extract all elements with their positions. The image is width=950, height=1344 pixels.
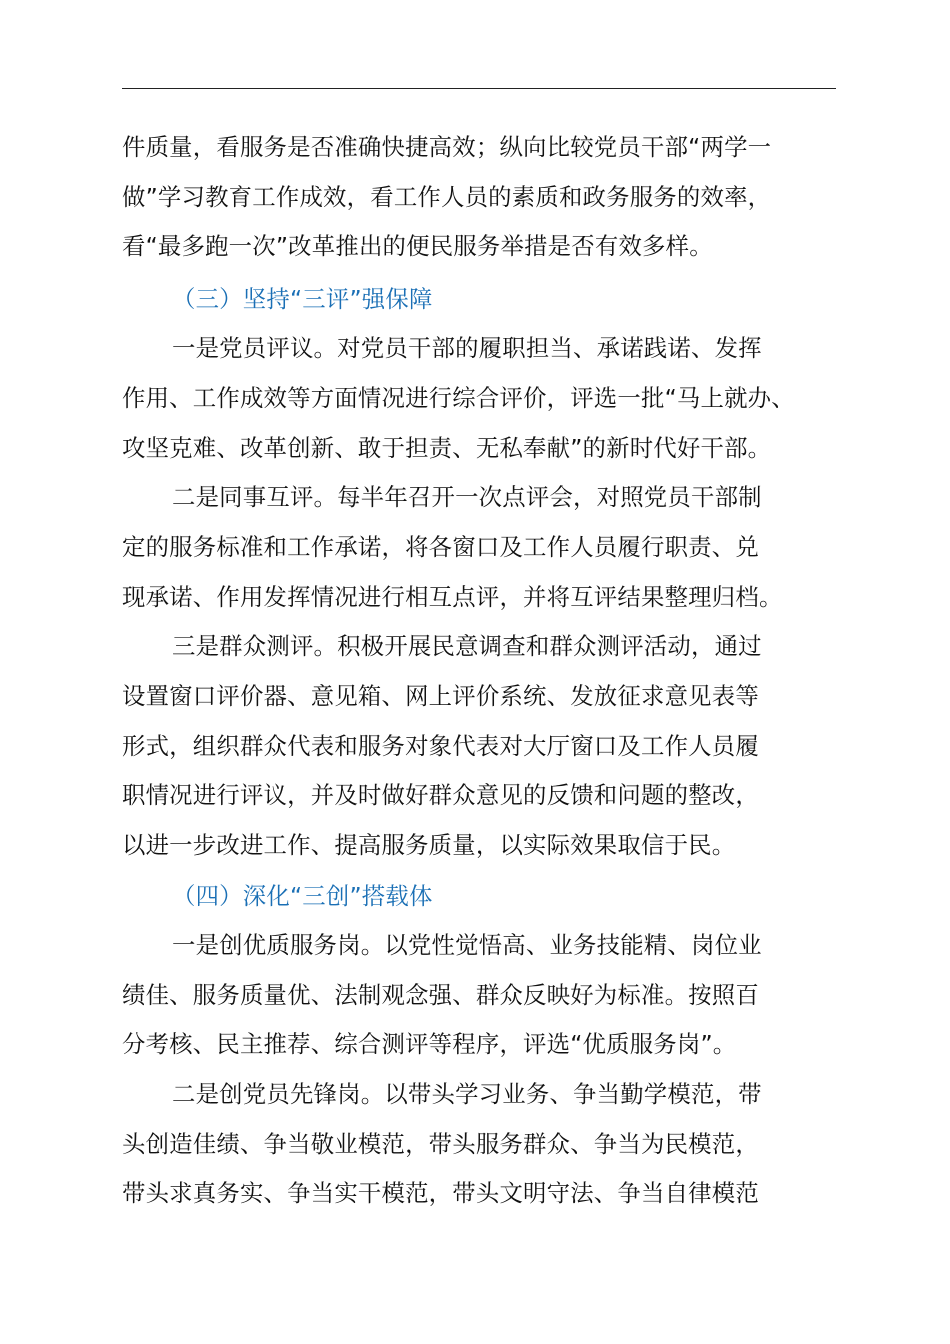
paragraph-line: 一是创优质服务岗。以党性觉悟高、业务技能精、岗位业 [172,931,762,959]
paragraph-line: 以进一步改进工作、提高服务质量，以实际效果取信于民。 [122,831,736,859]
paragraph-line: 职情况进行评议，并及时做好群众意见的反馈和问题的整改， [122,781,759,809]
section-heading-three-creations: （四）深化“三创”搭载体 [172,882,433,910]
header-rule [122,88,836,89]
paragraph-line: 形式，组织群众代表和服务对象代表对大厅窗口及工作人员履 [122,732,759,760]
paragraph-line: 定的服务标准和工作承诺，将各窗口及工作人员履行职责、兑 [122,533,759,561]
paragraph-line: 二是同事互评。每半年召开一次点评会，对照党员干部制 [172,483,762,511]
paragraph-line: 件质量，看服务是否准确快捷高效；纵向比较党员干部“两学一 [122,133,772,161]
paragraph-line: 一是党员评议。对党员干部的履职担当、承诺践诺、发挥 [172,334,762,362]
paragraph-line: 看“最多跑一次”改革推出的便民服务举措是否有效多样。 [122,232,713,260]
section-heading-three-reviews: （三）坚持“三评”强保障 [172,285,433,313]
paragraph-line: 设置窗口评价器、意见箱、网上评价系统、发放征求意见表等 [122,682,759,710]
paragraph-line: 分考核、民主推荐、综合测评等程序，评选“优质服务岗”。 [122,1030,737,1058]
paragraph-line: 攻坚克难、改革创新、敢于担责、无私奉献”的新时代好干部。 [122,434,772,462]
paragraph-line: 做”学习教育工作成效，看工作人员的素质和政务服务的效率， [122,183,772,211]
paragraph-line: 带头求真务实、争当实干模范，带头文明守法、争当自律模范 [122,1179,759,1207]
paragraph-line: 头创造佳绩、争当敬业模范，带头服务群众、争当为民模范， [122,1130,759,1158]
paragraph-line: 二是创党员先锋岗。以带头学习业务、争当勤学模范，带 [172,1080,762,1108]
paragraph-line: 绩佳、服务质量优、法制观念强、群众反映好为标准。按照百 [122,981,759,1009]
paragraph-line: 三是群众测评。积极开展民意调查和群众测评活动，通过 [172,632,762,660]
paragraph-line: 现承诺、作用发挥情况进行相互点评，并将互评结果整理归档。 [122,583,783,611]
paragraph-line: 作用、工作成效等方面情况进行综合评价，评选一批“马上就办、 [122,384,795,412]
